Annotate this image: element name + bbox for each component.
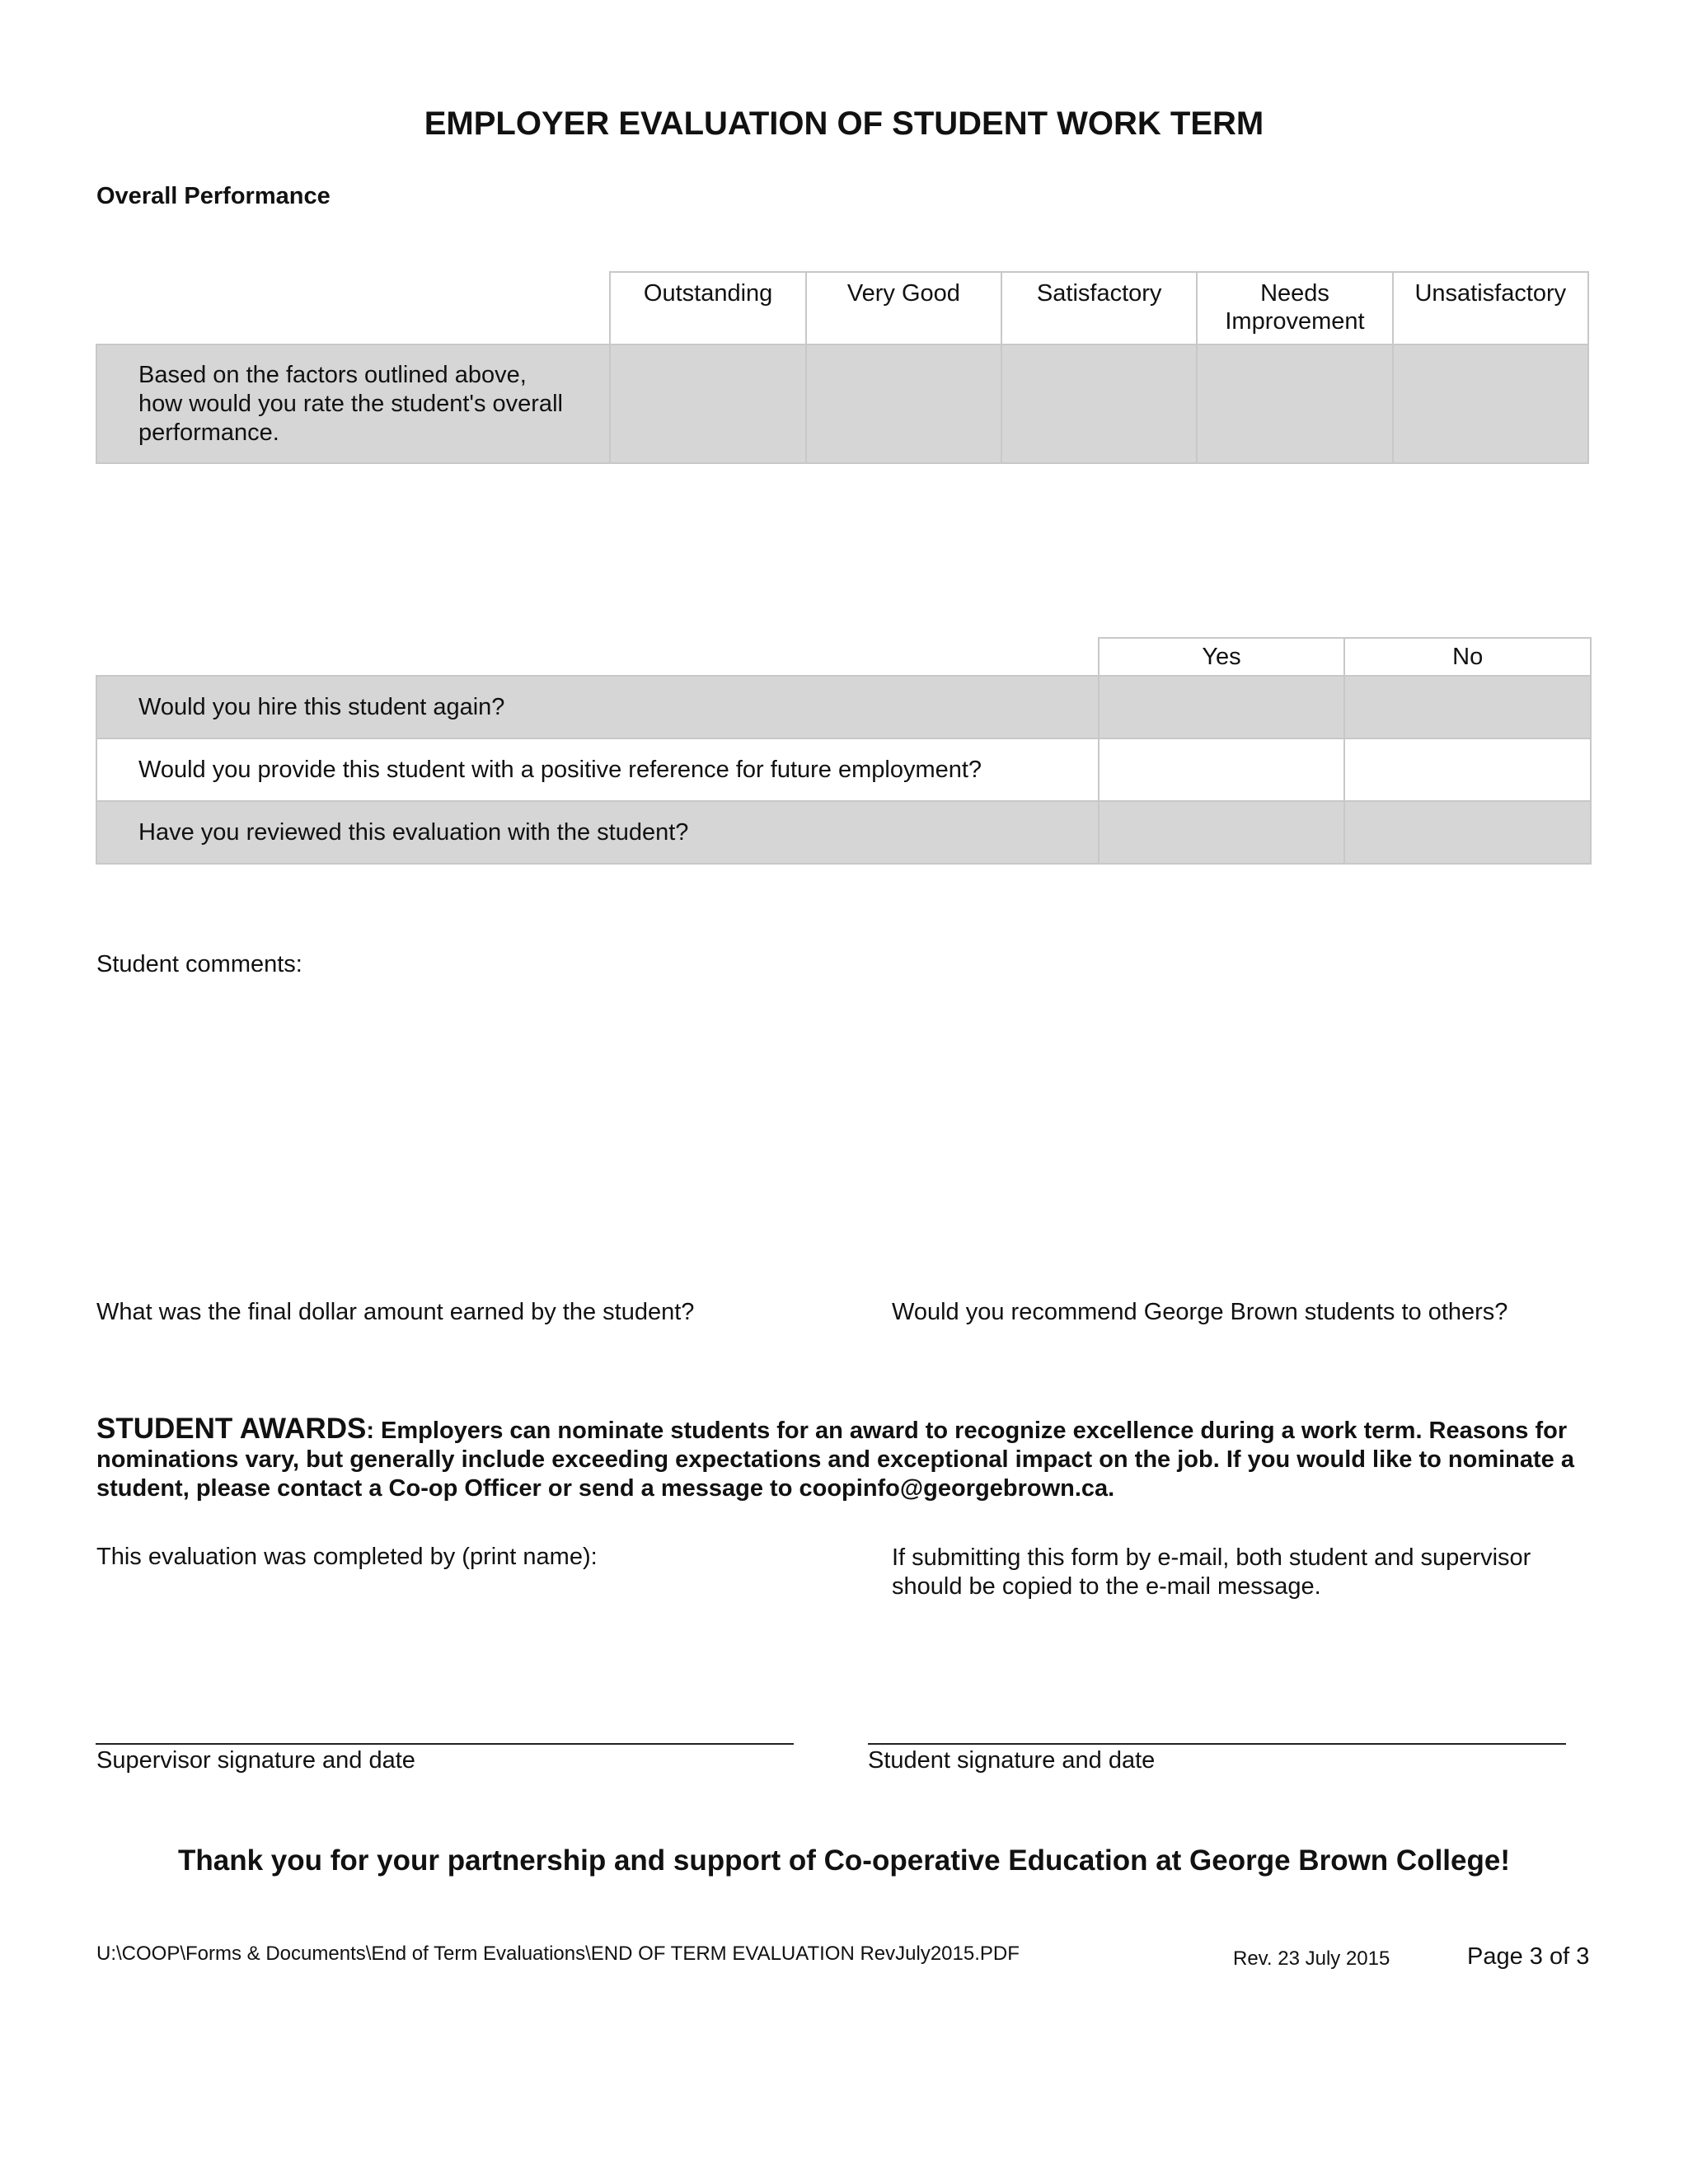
recommend-question: Would you recommend George Brown students to others?: [892, 1299, 1508, 1325]
reviewed-evaluation-question: Have you reviewed this evaluation with the student?: [96, 801, 1099, 864]
no-header: No: [1344, 638, 1591, 676]
positive-reference-yes-cell[interactable]: [1099, 738, 1345, 801]
email-note: If submitting this form by e-mail, both student and supervisor should be copied to the e-mail message.: [892, 1544, 1531, 1600]
rating-cell-satisfactory[interactable]: [1001, 344, 1197, 463]
hire-again-no-cell[interactable]: [1344, 676, 1591, 738]
rating-cell-outstanding[interactable]: [610, 344, 805, 463]
student-signature-line[interactable]: [868, 1743, 1566, 1745]
overall-performance-heading: Overall Performance: [96, 183, 331, 209]
rating-cell-very-good[interactable]: [806, 344, 1001, 463]
student-awards-text: : Employers can nominate students for an award to recognize excellence during a work term. Reasons for nominations vary, but generally include exceeding expectations and exceptional impact on the job. If you would like to nominate a student, please contact a Co-op Officer or send a message to coopinfo@georgebrown.ca.: [96, 1418, 1574, 1502]
rating-header-needs-improvement: Needs Improvement: [1197, 272, 1392, 344]
page-title: EMPLOYER EVALUATION OF STUDENT WORK TERM: [424, 105, 1264, 142]
yes-header: Yes: [1099, 638, 1345, 676]
overall-performance-question: Based on the factors outlined above, how would you rate the student's overall performance.: [96, 344, 610, 463]
supervisor-signature-label: Supervisor signature and date: [96, 1747, 415, 1774]
rating-header-unsatisfactory: Unsatisfactory: [1393, 272, 1588, 344]
student-awards-heading: STUDENT AWARDS: [96, 1413, 367, 1445]
positive-reference-question: Would you provide this student with a positive reference for future employment?: [96, 738, 1099, 801]
student-signature-label: Student signature and date: [868, 1747, 1156, 1774]
dollar-amount-question: What was the final dollar amount earned by the student?: [96, 1299, 695, 1325]
overall-performance-table: [96, 271, 1589, 464]
hire-again-yes-cell[interactable]: [1099, 676, 1345, 738]
yes-no-table: [96, 637, 1592, 865]
footer-page-number: Page 3 of 3: [1467, 1943, 1590, 1970]
footer-file-path: U:\COOP\Forms & Documents\End of Term Evaluations\END OF TERM EVALUATION RevJuly2015.PDF: [96, 1943, 1020, 1965]
supervisor-signature-line[interactable]: [96, 1743, 794, 1745]
rating-cell-needs-improvement[interactable]: [1197, 344, 1392, 463]
rating-header-outstanding: Outstanding: [610, 272, 805, 344]
rating-cell-unsatisfactory[interactable]: [1393, 344, 1588, 463]
rating-header-satisfactory: Satisfactory: [1001, 272, 1197, 344]
thank-you-message: Thank you for your partnership and support of Co-operative Education at George Brown College!: [178, 1844, 1510, 1877]
student-comments-label: Student comments:: [96, 951, 302, 977]
rating-header-very-good: Very Good: [806, 272, 1001, 344]
footer-revision: Rev. 23 July 2015: [1233, 1947, 1390, 1970]
completed-by-label: This evaluation was completed by (print name):: [96, 1544, 598, 1570]
hire-again-question: Would you hire this student again?: [96, 676, 1099, 738]
reviewed-evaluation-yes-cell[interactable]: [1099, 801, 1345, 864]
positive-reference-no-cell[interactable]: [1344, 738, 1591, 801]
student-awards-paragraph: [96, 1414, 1597, 1503]
reviewed-evaluation-no-cell[interactable]: [1344, 801, 1591, 864]
